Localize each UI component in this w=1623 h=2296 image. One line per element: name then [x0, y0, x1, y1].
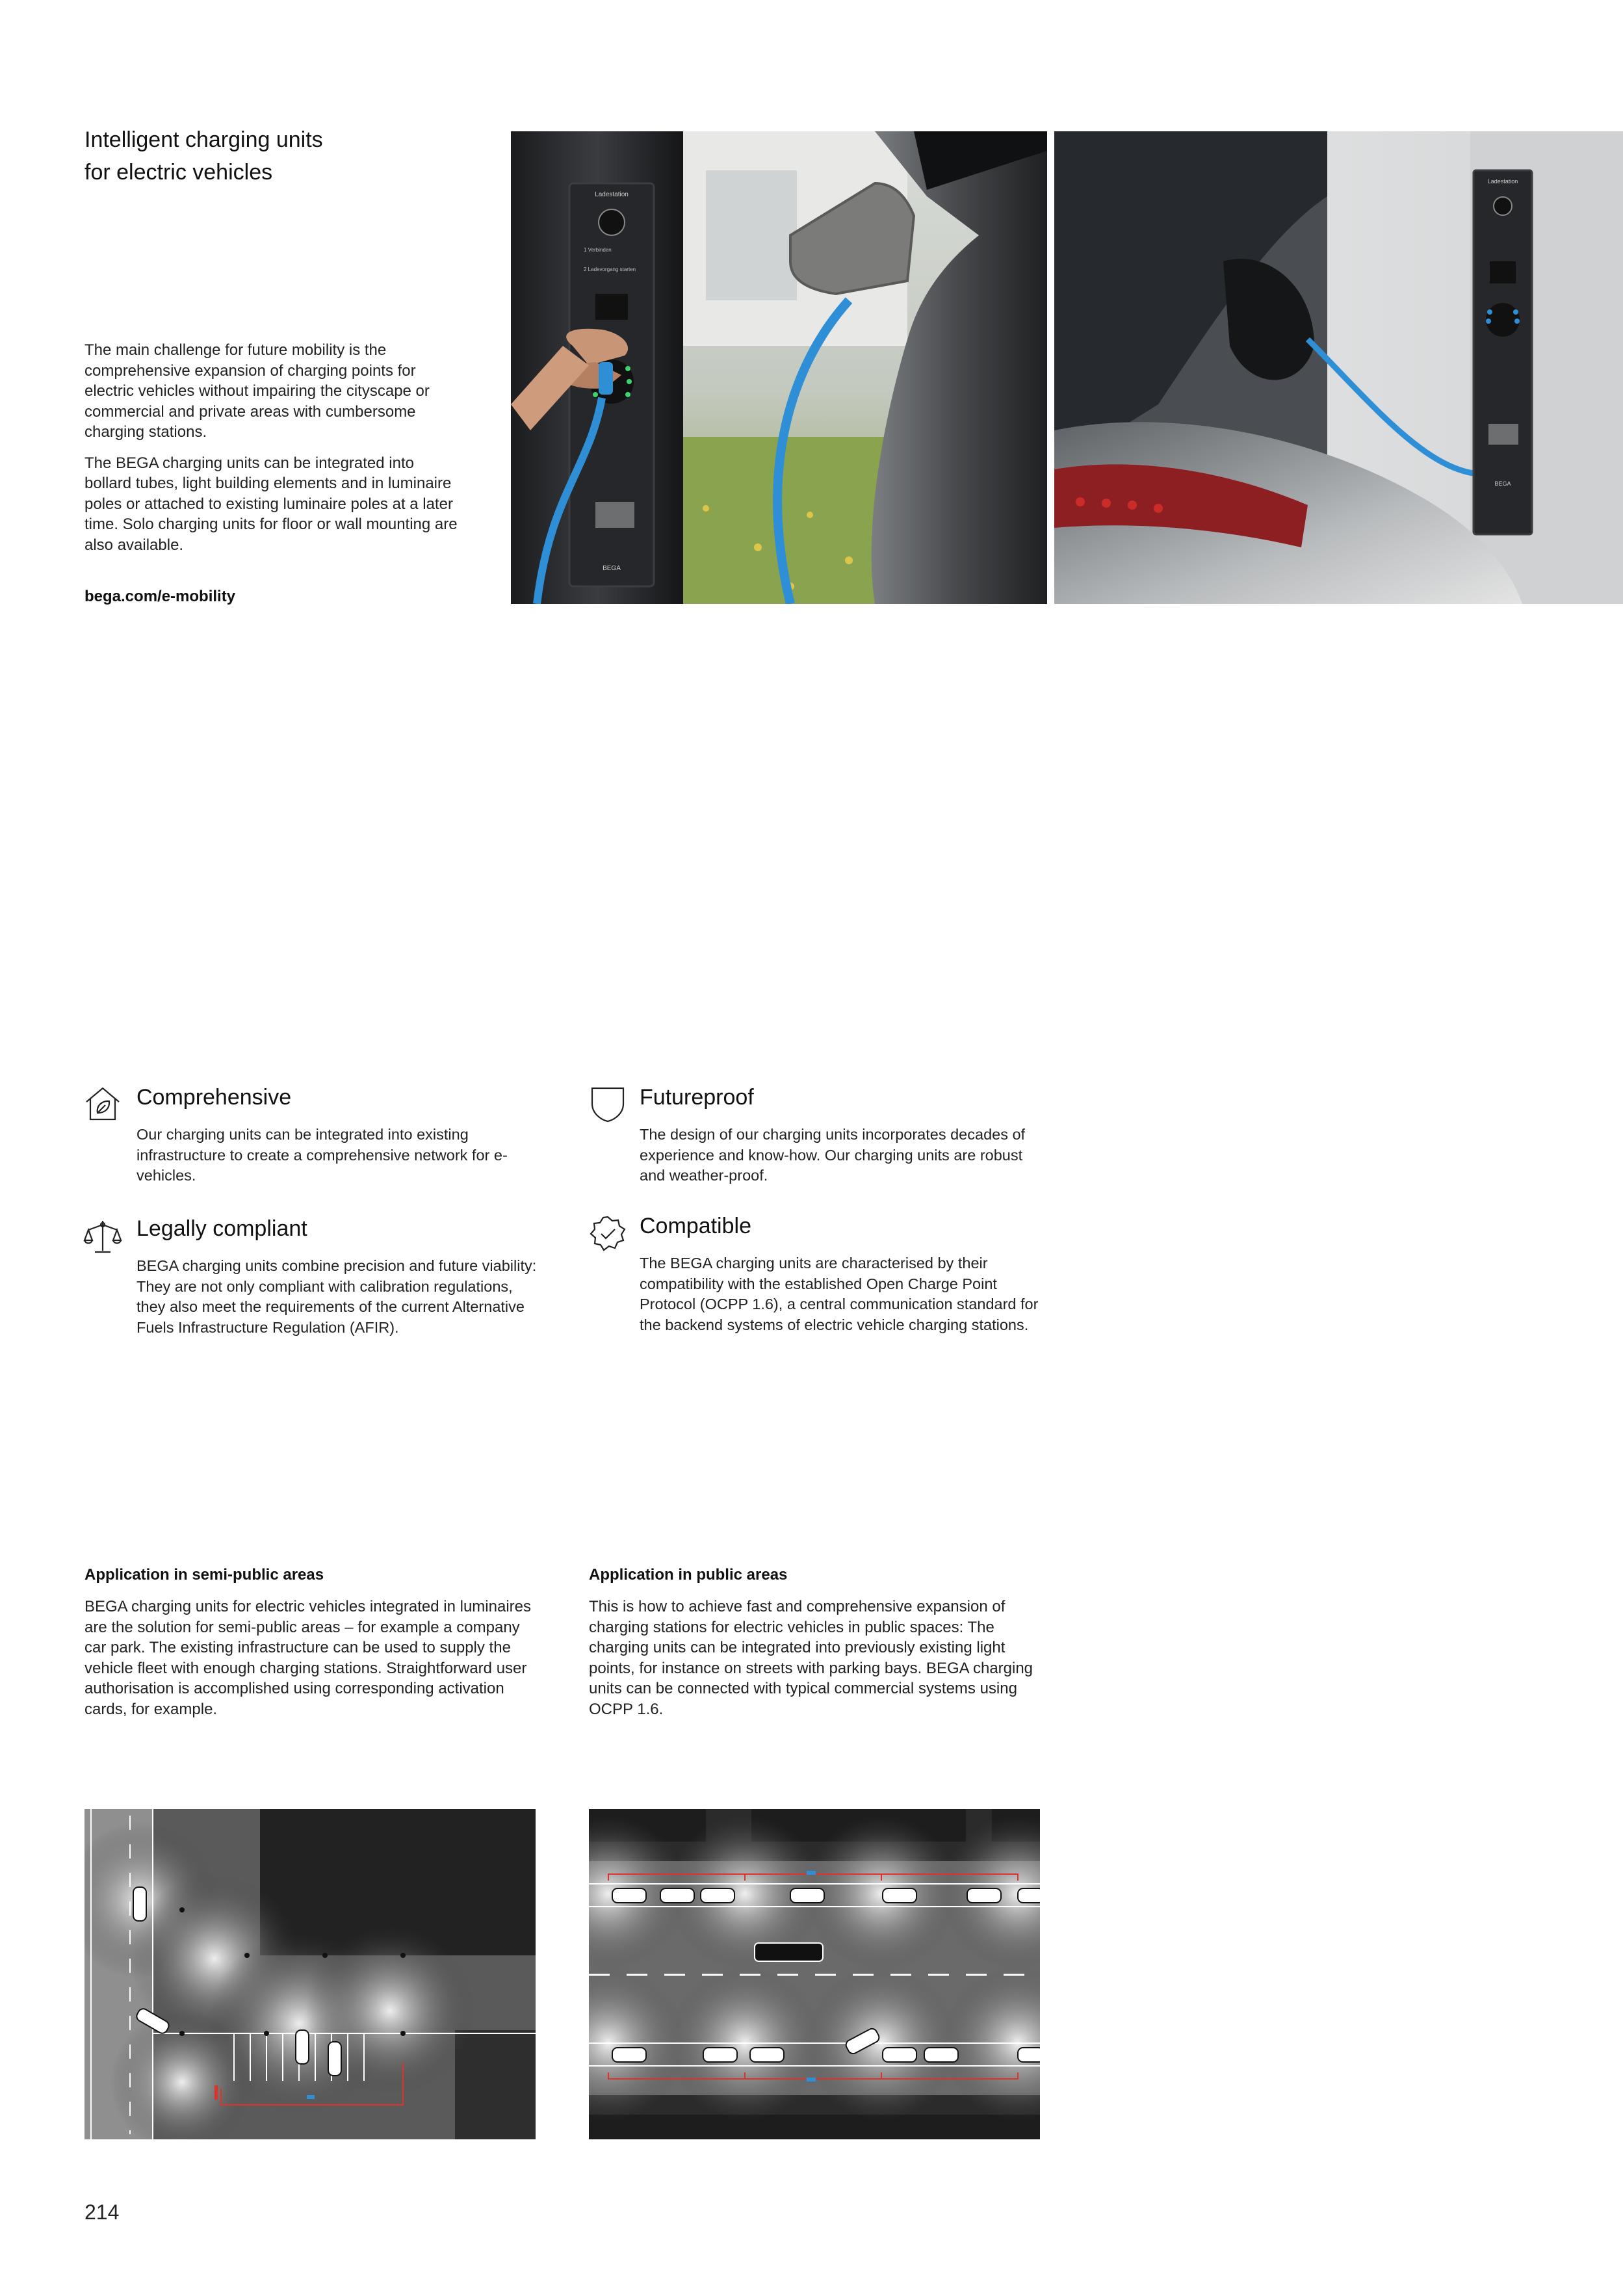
panel-title-right: Ladestation: [1487, 178, 1518, 185]
title-line-1: Intelligent charging units: [84, 127, 323, 152]
intro-text: [84, 340, 461, 566]
feature-legally-compliant-title: Legally compliant: [136, 1216, 307, 1241]
intro-paragraph-1: The main challenge for future mobility is the comprehensive expansion of charging points for electric vehicles without impairing the cityscape or commercial and private areas with cumbersome charging stations.: [84, 341, 430, 441]
feature-comprehensive: [136, 1084, 539, 1186]
feature-futureproof-text: The design of our charging units incorporates decades of experience and know-how. Our charging units are robust and weather-proof.: [640, 1126, 1026, 1184]
photo-wall-charger-illustration: [1054, 131, 1623, 604]
photo-wall-charger: [1054, 131, 1623, 604]
scales-icon: [83, 1217, 122, 1256]
site-plan-public: [589, 1809, 1040, 2139]
feature-futureproof: [640, 1084, 1043, 1186]
panel-title-left: Ladestation: [595, 191, 629, 198]
feature-legally-compliant: [136, 1216, 539, 1338]
application-semi-public-title: Application in semi-public areas: [84, 1566, 324, 1584]
e-mobility-link[interactable]: bega.com/e-mobility: [84, 588, 236, 605]
application-semi-public: [84, 1565, 539, 1719]
photo-charging-pole: [511, 131, 1047, 604]
panel-step-1-left: 1 Verbinden: [584, 247, 612, 253]
panel-brand-right: BEGA: [1494, 480, 1511, 487]
shield-icon: [588, 1084, 627, 1123]
feature-futureproof-title: Futureproof: [640, 1085, 754, 1110]
application-semi-public-text: BEGA charging units for electric vehicles integrated in luminaires are the solution for semi-public areas – for example a company car park. The existing infrastructure can be used to supply the vehicle fleet with enough charging stations. Straightforward user authorisation is accomplished using corresponding activation cards, for example.: [84, 1598, 531, 1718]
feature-compatible: [640, 1213, 1043, 1335]
page-title: [84, 124, 448, 189]
feature-legally-compliant-text: BEGA charging units combine precision and future viability: They are not only compliant with calibration regulations, they also meet the requirements of the current Alternative Fuels Infrastructure Regulation (AFIR).: [136, 1257, 537, 1336]
feature-compatible-text: The BEGA charging units are characterised by their compatibility with the established Open Charge Point Protocol (OCPP 1.6), a central communication standard for the backend systems of electric vehicle charging stations.: [640, 1255, 1039, 1333]
site-plan-semi-public: [84, 1809, 536, 2139]
feature-comprehensive-text: Our charging units can be integrated into existing infrastructure to create a comprehensive network for e-vehicles.: [136, 1126, 508, 1184]
page-number: 214: [84, 2200, 120, 2224]
panel-brand-left: BEGA: [603, 565, 621, 572]
photo-charging-pole-illustration: [511, 131, 1047, 604]
feature-compatible-title: Compatible: [640, 1214, 751, 1238]
application-public: [589, 1565, 1044, 1719]
intro-paragraph-2: The BEGA charging units can be integrated into bollard tubes, light building elements and in luminaire poles or attached to existing luminaire poles at a later time. Solo charging units for floor or wall mounting are also available.: [84, 454, 458, 554]
house-leaf-icon: [83, 1084, 122, 1123]
site-plan-public-drawing: [589, 1809, 1040, 2139]
feature-comprehensive-title: Comprehensive: [136, 1085, 292, 1110]
application-public-text: This is how to achieve fast and comprehensive expansion of charging stations for electric vehicles in public spaces: The charging units can be integrated into previously existing light points, for instance on streets with parking bays. BEGA charging units can be connected with typical commercial systems using OCPP 1.6.: [589, 1598, 1033, 1718]
title-line-2: for electric vehicles: [84, 160, 273, 185]
application-public-title: Application in public areas: [589, 1566, 788, 1584]
site-plan-semi-public-drawing: [84, 1809, 536, 2139]
badge-check-icon: [588, 1214, 627, 1253]
panel-step-2-left: 2 Ladevorgang starten: [584, 267, 636, 272]
